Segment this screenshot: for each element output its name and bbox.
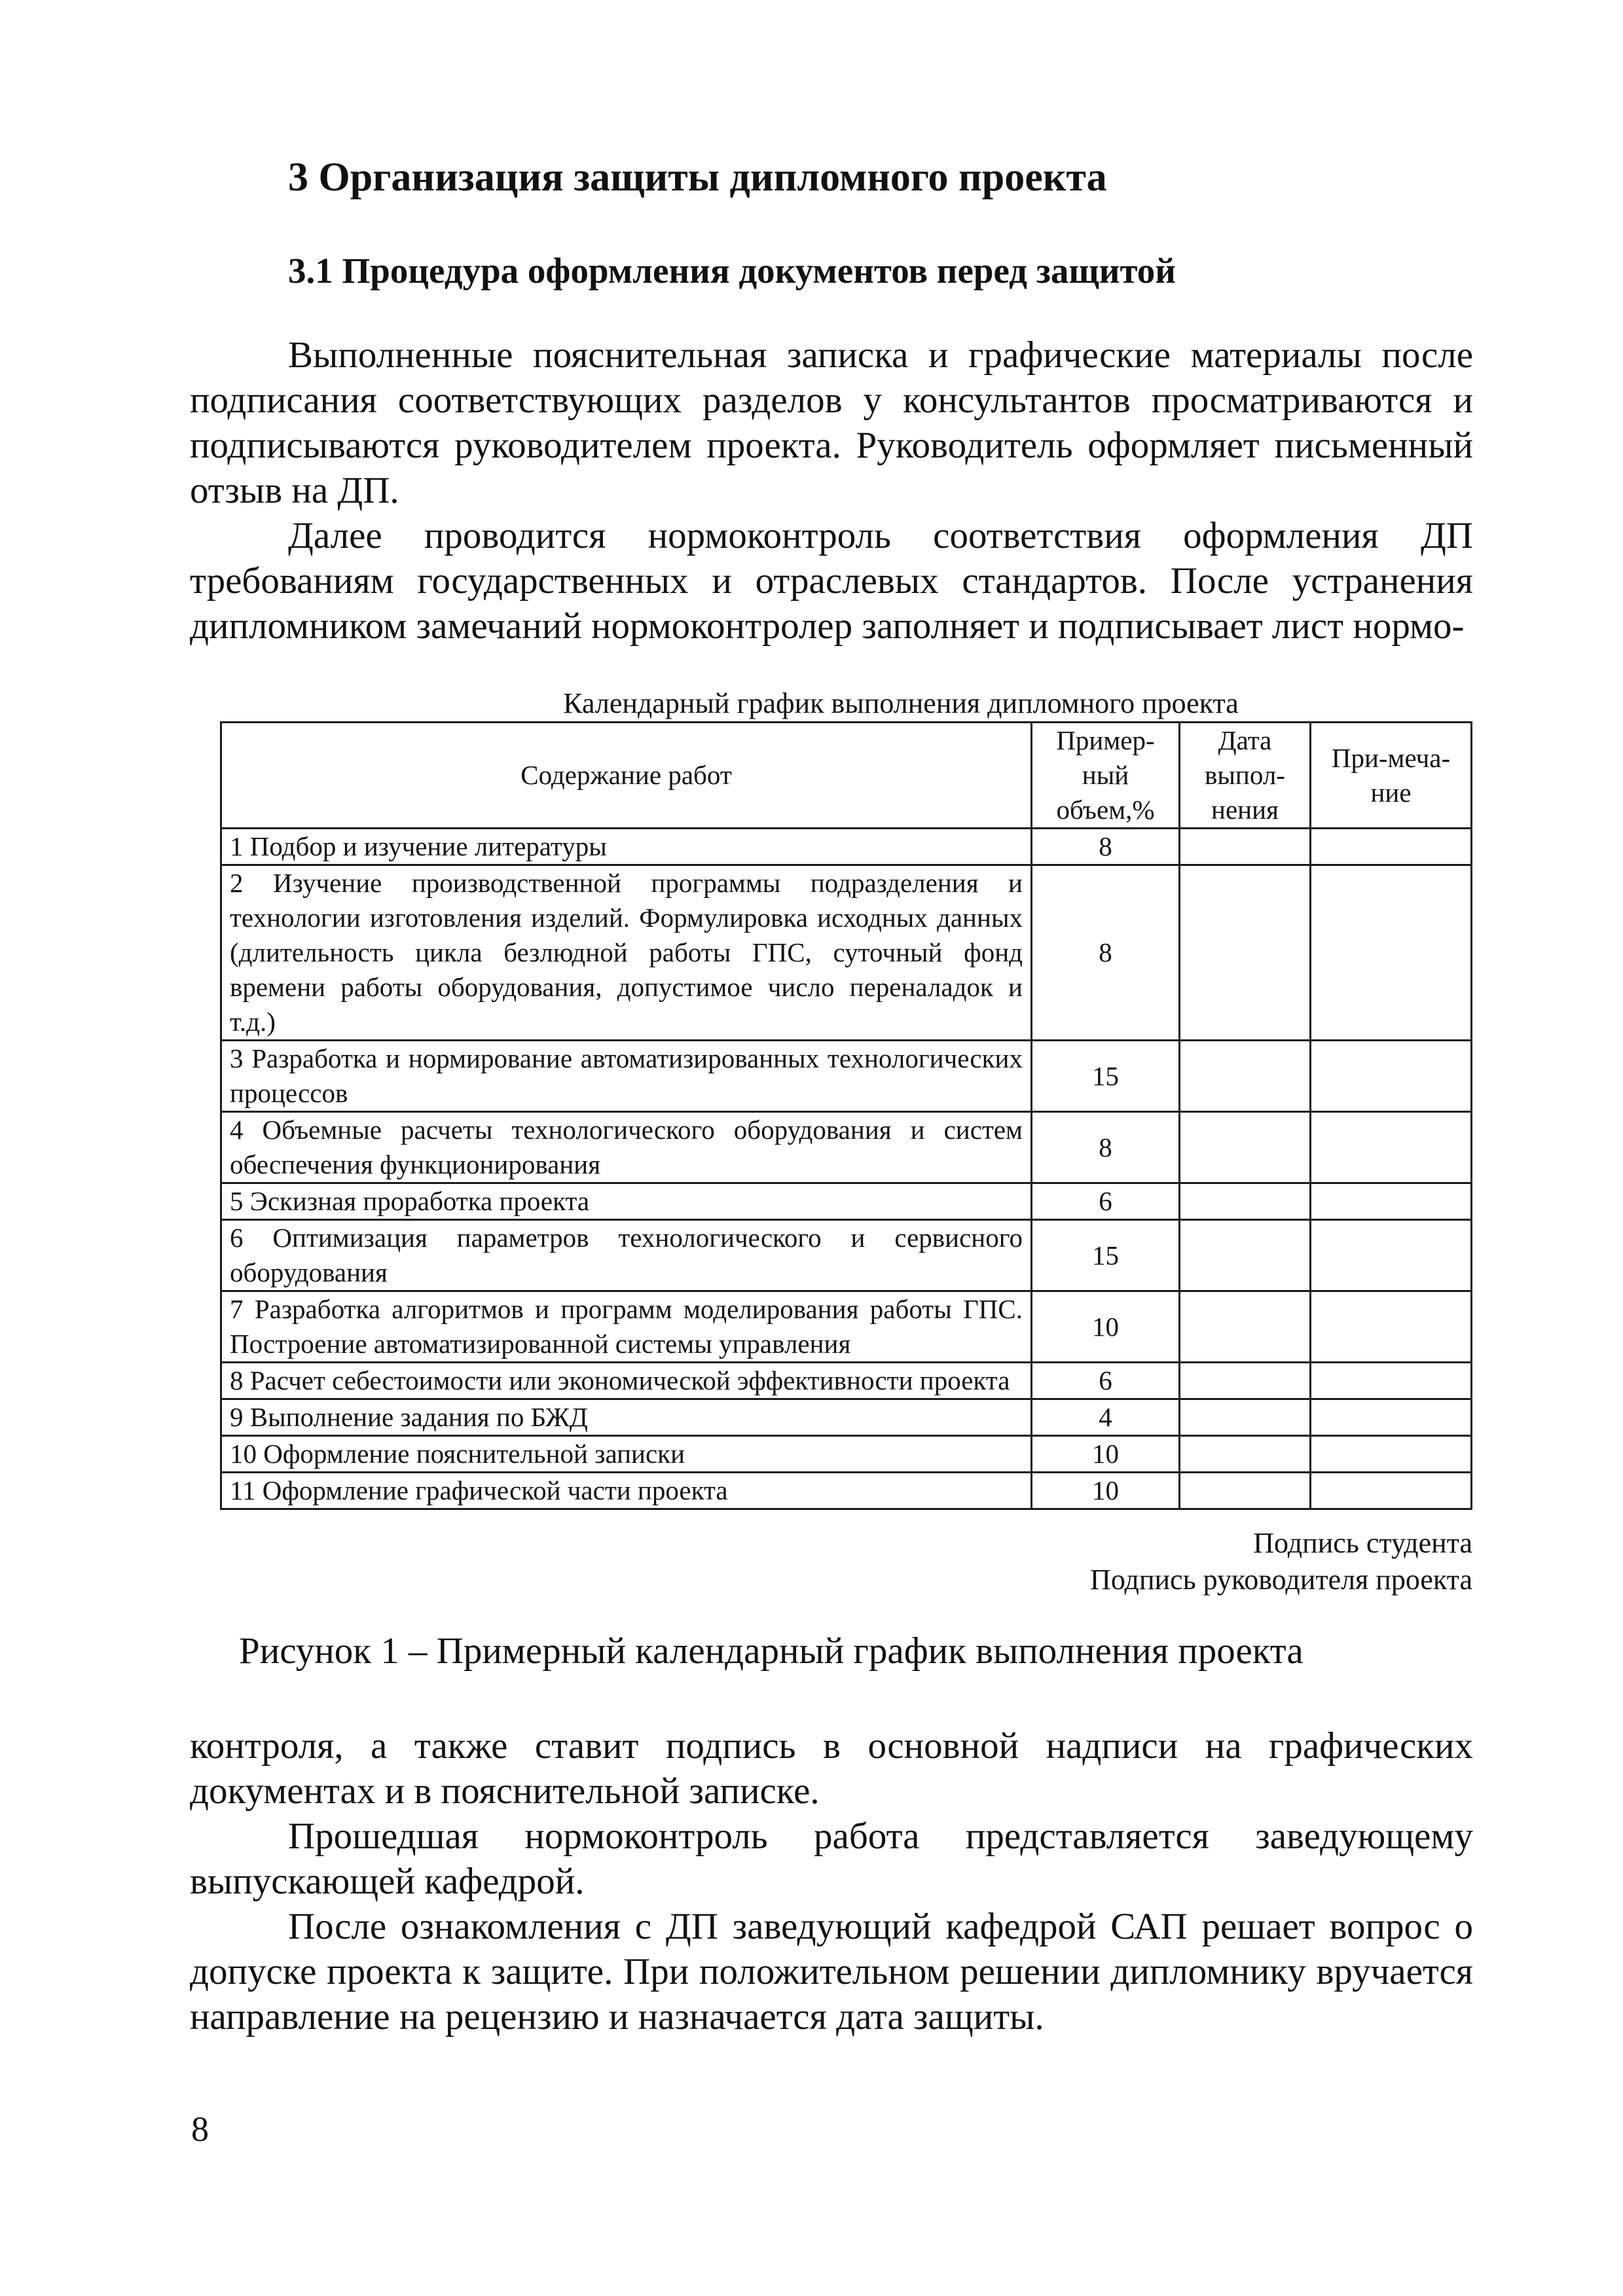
header-note: При-меча-ние xyxy=(1311,723,1472,829)
cell-volume: 8 xyxy=(1032,1112,1180,1183)
header-volume: Пример-ный объем,% xyxy=(1032,723,1180,829)
cell-work: 6 Оптимизация параметров технологического и сервисного оборудования xyxy=(221,1220,1032,1291)
cell-date xyxy=(1180,1436,1311,1473)
table-body xyxy=(221,829,1472,1509)
cell-volume: 8 xyxy=(1032,829,1180,865)
table-row xyxy=(221,1363,1472,1399)
figure-caption: Рисунок 1 – Примерный календарный график выполнения проекта xyxy=(239,1630,1304,1672)
cell-volume: 15 xyxy=(1032,1041,1180,1112)
page-number: 8 xyxy=(191,2109,209,2149)
paragraph: Далее проводится нормоконтроль соответствия оформления ДП требованиям государственных и отраслевых стандартов. После устранения дипломником замечаний нормоконтролер заполняет и подписывает лист нормо- xyxy=(190,515,1473,647)
table-row xyxy=(221,1399,1472,1436)
student-signature: Подпись студента xyxy=(1253,1527,1472,1559)
cell-note xyxy=(1311,1041,1472,1112)
cell-volume: 4 xyxy=(1032,1399,1180,1436)
cell-work: 7 Разработка алгоритмов и программ моделирования работы ГПС. Построение автоматизированной системы управления xyxy=(221,1291,1032,1363)
cell-work: 2 Изучение производственной программы подразделения и технологии изготовления изделий. Формулировка исходных данных (длительность цикла безлюдной работы ГПС, суточный фонд времени работы оборудования, допустимое число переналадок и т.д.) xyxy=(221,865,1032,1041)
cell-date xyxy=(1180,1473,1311,1509)
cell-work: 10 Оформление пояснительной записки xyxy=(221,1436,1032,1473)
cell-note xyxy=(1311,1363,1472,1399)
cell-work: 4 Объемные расчеты технологического оборудования и систем обеспечения функционирования xyxy=(221,1112,1032,1183)
table-row xyxy=(221,1436,1472,1473)
paragraph: Прошедшая нормоконтроль работа представляется заведующему выпускающей кафедрой. xyxy=(190,1816,1473,1902)
cell-date xyxy=(1180,1041,1311,1112)
table-row xyxy=(221,1220,1472,1291)
cell-date xyxy=(1180,865,1311,1041)
cell-work: 5 Эскизная проработка проекта xyxy=(221,1183,1032,1220)
cell-note xyxy=(1311,865,1472,1041)
table-row xyxy=(221,1112,1472,1183)
cell-note xyxy=(1311,1291,1472,1363)
table-row xyxy=(221,1041,1472,1112)
cell-date xyxy=(1180,1291,1311,1363)
cell-note xyxy=(1311,1399,1472,1436)
header-work: Содержание работ xyxy=(221,723,1032,829)
table-row xyxy=(221,1183,1472,1220)
cell-volume: 15 xyxy=(1032,1220,1180,1291)
cell-date xyxy=(1180,1399,1311,1436)
cell-volume: 10 xyxy=(1032,1291,1180,1363)
cell-note xyxy=(1311,1473,1472,1509)
cell-date xyxy=(1180,1112,1311,1183)
cell-volume: 8 xyxy=(1032,865,1180,1041)
cell-volume: 10 xyxy=(1032,1436,1180,1473)
cell-note xyxy=(1311,829,1472,865)
cell-note xyxy=(1311,1436,1472,1473)
header-date: Дата выпол-нения xyxy=(1180,723,1311,829)
cell-work: 3 Разработка и нормирование автоматизированных технологических процессов xyxy=(221,1041,1032,1112)
cell-volume: 10 xyxy=(1032,1473,1180,1509)
subsection-heading: 3.1 Процедура оформления документов перед защитой xyxy=(288,251,1176,291)
table-row xyxy=(221,1291,1472,1363)
cell-note xyxy=(1311,1112,1472,1183)
cell-date xyxy=(1180,1363,1311,1399)
cell-date xyxy=(1180,1183,1311,1220)
closing-text xyxy=(190,1723,1473,2039)
cell-volume: 6 xyxy=(1032,1183,1180,1220)
supervisor-signature: Подпись руководителя проекта xyxy=(1090,1564,1472,1596)
schedule-table xyxy=(220,721,1472,1510)
table-row xyxy=(221,1473,1472,1509)
cell-date xyxy=(1180,1220,1311,1291)
cell-note xyxy=(1311,1220,1472,1291)
cell-work: 9 Выполнение задания по БЖД xyxy=(221,1399,1032,1436)
table-header-row xyxy=(221,723,1472,829)
paragraph: После ознакомления с ДП заведующий кафедрой САП решает вопрос о допуске проекта к защите. При положительном решении дипломнику вручается направление на рецензию и назначается дата защиты. xyxy=(190,1906,1473,2037)
cell-volume: 6 xyxy=(1032,1363,1180,1399)
cell-work: 1 Подбор и изучение литературы xyxy=(221,829,1032,865)
cell-work: 11 Оформление графической части проекта xyxy=(221,1473,1032,1509)
cell-note xyxy=(1311,1183,1472,1220)
paragraph-continued: контроля, а также ставит подпись в основной надписи на графических документах и в пояснительной записке. xyxy=(190,1725,1473,1812)
table-caption: Календарный график выполнения дипломного проекта xyxy=(563,687,1239,719)
cell-work: 8 Расчет себестоимости или экономической эффективности проекта xyxy=(221,1363,1032,1399)
table-row xyxy=(221,829,1472,865)
section-heading: 3 Организация защиты дипломного проекта xyxy=(288,155,1107,200)
intro-text xyxy=(190,332,1473,649)
table-row xyxy=(221,865,1472,1041)
paragraph: Выполненные пояснительная записка и графические материалы после подписания соответствующих разделов у консультантов просматриваются и подписываются руководителем проекта. Руководитель оформляет письменный отзыв на ДП. xyxy=(190,334,1473,511)
cell-date xyxy=(1180,829,1311,865)
